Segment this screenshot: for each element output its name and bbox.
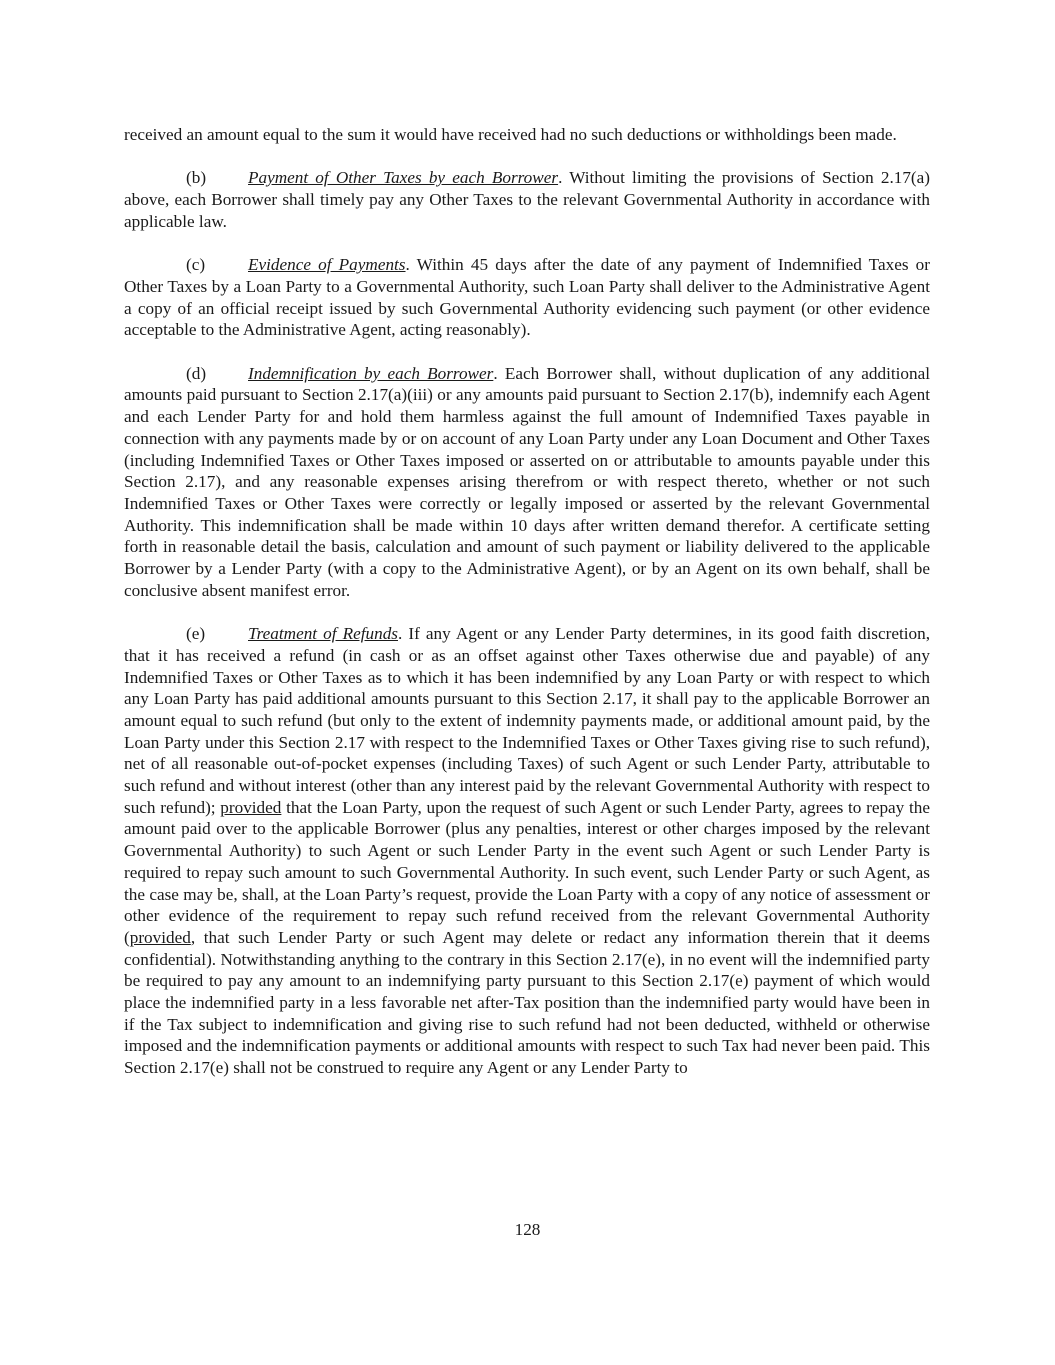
section-e-provided-2: provided — [129, 927, 191, 947]
section-b-title: Payment of Other Taxes by each Borrower — [248, 168, 559, 188]
section-c-paragraph — [124, 254, 930, 341]
section-b-text: . Without limiting the provisions of Section 2.17(a) above, each Borrower shall timely pay any Other Taxes to the relevant Governmental Authority in accordance with applicable law. — [124, 168, 931, 231]
section-e-label: (e) — [186, 624, 206, 644]
section-e-title: Treatment of Refunds — [248, 624, 398, 644]
section-e-paragraph — [124, 623, 930, 1079]
section-e-provided-1: provided — [220, 797, 282, 817]
continuation-paragraph: received an amount equal to the sum it would have received had no such deductions or withholdings been made. — [124, 125, 897, 144]
document-body — [124, 124, 930, 1101]
section-d-paragraph — [124, 363, 930, 602]
section-e-text-1: . If any Agent or any Lender Party determines, in its good faith discretion, that it has received a refund (in cash or as an offset against other Taxes otherwise due and payable) of any Indemnified Taxes or Other Taxes as to which it has been indemnified by any Loan Party or with respect to which any Loan Party has paid additional amounts pursuant to this Section 2.17, it shall pay to the applicable Borrower an amount equal to such refund (but only to the extent of indemnity payments made, or additional amount paid, by the Loan Party under this Section 2.17 with respect to the Indemnified Taxes or Other Taxes giving rise to such refund), net of all reasonable out-of-pocket expenses (including Taxes) of such Agent or such Lender Party, attributable to such refund and without interest (other than any interest paid by the relevant Governmental Authority with respect to such refund); — [124, 624, 931, 817]
section-b-label: (b) — [186, 168, 207, 188]
section-c-label: (c) — [186, 255, 206, 275]
section-d-title: Indemnification by each Borrower — [248, 363, 494, 383]
section-d-text: . Each Borrower shall, without duplication of any additional amounts paid pursuant to Section 2.17(a)(iii) or any amounts paid pursuant to Section 2.17(b), indemnify each Agent and each Lender Party for and hold them harmless against the full amount of Indemnified Taxes payable in connection with any payments made by or on account of any Loan Party under any Loan Document and Other Taxes (including Indemnified Taxes or Other Taxes imposed or asserted on or attributable to amounts payable under this Section 2.17), and any reasonable expenses arising therefrom or with respect thereto, whether or not such Indemnified Taxes or Other Taxes were correctly or legally imposed or asserted by the relevant Governmental Authority. This indemnification shall be made within 10 days after written demand therefor. A certificate setting forth in reasonable detail the basis, calculation and amount of such payment or liability delivered to the applicable Borrower by a Lender Party (with a copy to the Administrative Agent), or by an Agent on its own behalf, shall be conclusive absent manifest error. — [124, 363, 930, 600]
section-b-paragraph — [124, 167, 930, 232]
section-e-text-3: , that such Lender Party or such Agent may delete or redact any information therein that it deems confidential). Notwithstanding anything to the contrary in this Section 2.17(e), in no event will the indemnified party be required to pay any amount to an indemnifying party pursuant to this Section 2.17(e) payment of which would place the indemnified party in a less favorable net after-Tax position than the indemnified party would have been in if the Tax subject to indemnification and giving rise to such refund had not been deducted, withheld or otherwise imposed and the indemnification payments or additional amounts with respect to such Tax had never been paid. This Section 2.17(e) shall not be construed to require any Agent or any Lender Party to — [124, 927, 930, 1078]
section-e-text-2: that the Loan Party, upon the request of such Agent or such Lender Party, agrees to repay the amount paid over to the applicable Borrower (plus any penalties, interest or other charges imposed by the relevant Governmental Authority) to such Agent or such Lender Party in the event such Agent or such Lender Party is required to repay such amount to such Governmental Authority. In such event, such Lender Party or such Agent, as the case may be, shall, at the Loan Party’s request, provide the Loan Party with a copy of any notice of assessment or other evidence of the requirement to repay such refund received from the relevant Governmental Authority ( — [124, 797, 930, 947]
section-c-text: . Within 45 days after the date of any payment of Indemnified Taxes or Other Taxes by a Loan Party to a Governmental Authority, such Loan Party shall deliver to the Administrative Agent a copy of an official receipt issued by such Governmental Authority evidencing such payment (or other evidence acceptable to the Administrative Agent, acting reasonably). — [124, 255, 931, 340]
section-d-label: (d) — [186, 363, 207, 383]
page-number: 128 — [514, 1220, 541, 1239]
section-c-title: Evidence of Payments — [248, 255, 406, 275]
